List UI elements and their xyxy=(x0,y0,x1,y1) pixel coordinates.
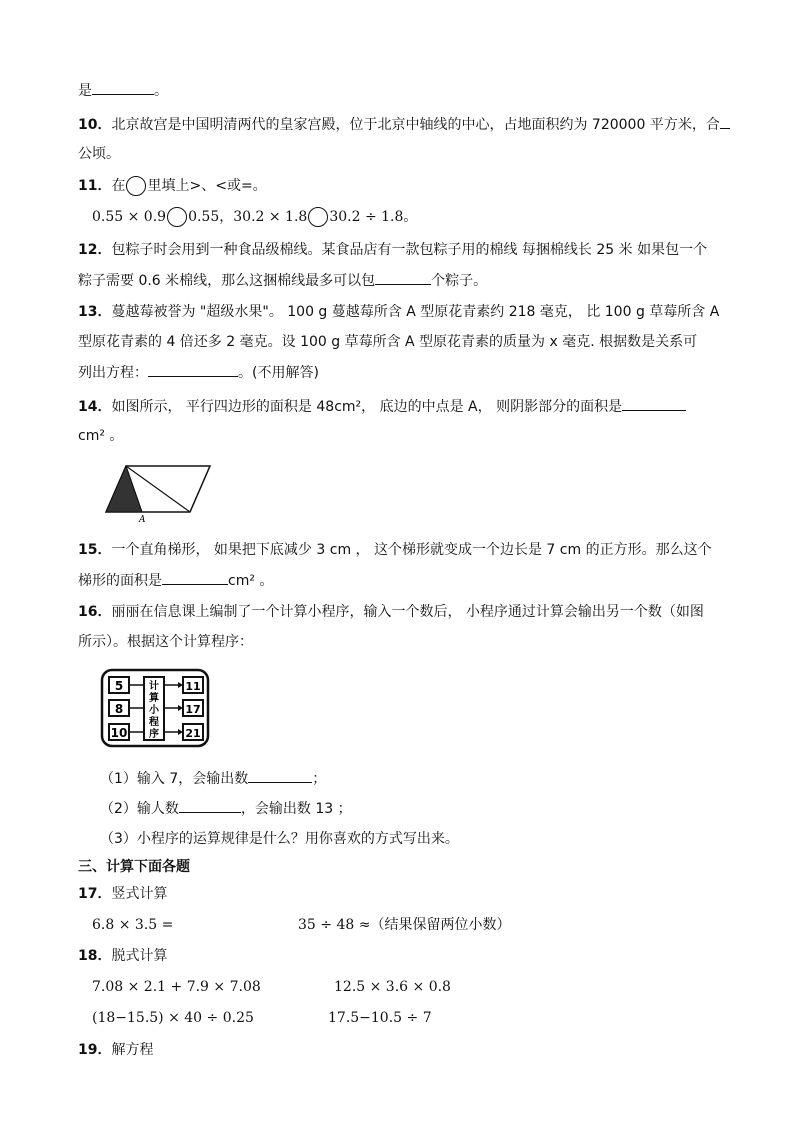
program-char: 算 xyxy=(149,693,159,704)
question-10-line2: 公顷。 xyxy=(78,146,120,162)
parallelogram-figure xyxy=(98,462,214,524)
question-16-sub3: （3）小程序的运算规律是什么？用你喜欢的方式写出来。 xyxy=(100,831,459,847)
question-13-line2: 型原花青素的 4 倍还多 2 毫克。设 100 g 草莓所含 A 型原花青素的质量为 x 毫克. 根据数是关系可 xyxy=(78,334,698,350)
program-char: 程 xyxy=(149,717,159,728)
section-heading: 三、计算下面各题 xyxy=(78,859,190,875)
question-10: 10．北京故宫是中国明清两代的皇家宫殿，位于北京中轴线的中心，占地面积约为 720000 平方米，合 xyxy=(78,114,730,135)
question-18: 18．脱式计算 xyxy=(78,948,168,964)
answer-blank[interactable] xyxy=(720,114,730,129)
program-char: 小 xyxy=(149,705,159,716)
answer-blank[interactable] xyxy=(622,396,686,411)
question-19: 19．解方程 xyxy=(78,1042,154,1058)
answer-blank[interactable] xyxy=(248,768,312,783)
answer-blank[interactable] xyxy=(92,80,154,95)
q17-expr2: 35 ÷ 48 ≈（结果保留两位小数） xyxy=(298,917,511,933)
question-12: 12．包粽子时会用到一种食品级棉线。某食品店有一款包粽子用的棉线 每捆棉线长 25 米 如果包一个 xyxy=(78,242,708,258)
q18-expr2: 12.5 × 3.6 × 0.8 xyxy=(334,979,451,995)
question-15: 15．一个直角梯形， 如果把下底减少 3 cm ， 这个梯形就变成一个边长是 7 cm 的正方形。那么这个 xyxy=(78,542,712,558)
question-14: 14．如图所示， 平行四边形的面积是 48cm²， 底边的中点是 A， 则阴影部分的面积是 xyxy=(78,396,686,417)
calculator-program-diagram xyxy=(100,668,212,750)
q17-expr1: 6.8 × 3.5 = xyxy=(92,917,174,933)
prev-question-tail: 是 。 xyxy=(78,80,168,101)
question-12-line2: 粽子需要 0.6 米棉线，那么这捆棉线最多可以包 个粽子。 xyxy=(78,270,487,291)
input-value: 10 xyxy=(110,726,128,740)
input-value: 5 xyxy=(114,679,124,693)
program-char: 计 xyxy=(149,681,159,692)
question-16: 16．丽丽在信息课上编制了一个计算小程序，输入一个数后， 小程序通过计算会输出另一个数（如图 xyxy=(78,604,704,620)
answer-blank[interactable] xyxy=(148,362,238,377)
compare-circle[interactable] xyxy=(126,176,146,196)
question-17: 17．竖式计算 xyxy=(78,886,168,902)
input-value: 8 xyxy=(114,702,124,716)
output-value: 21 xyxy=(185,727,201,740)
q18-expr3: (18−15.5) × 40 ÷ 0.25 xyxy=(92,1010,254,1026)
question-11: 11．在 里填上>、<或=。 xyxy=(78,178,267,194)
question-16-sub1: （1）输入 7，会输出数 ； xyxy=(100,768,326,789)
answer-blank[interactable] xyxy=(179,798,241,813)
question-15-line2: 梯形的面积是 cm² 。 xyxy=(78,570,273,591)
question-16-sub2: （2）输人数 ，会输出数 13 ； xyxy=(100,798,352,819)
compare-circle[interactable] xyxy=(167,207,187,227)
q18-expr1: 7.08 × 2.1 + 7.9 × 7.08 xyxy=(92,979,261,995)
compare-circle[interactable] xyxy=(308,207,328,227)
question-13-line3: 列出方程： 。(不用解答) xyxy=(78,362,319,383)
answer-blank[interactable] xyxy=(162,570,228,585)
q18-expr4: 17.5−10.5 ÷ 7 xyxy=(328,1010,432,1026)
question-14-line2: cm² 。 xyxy=(78,428,124,444)
program-char: 序 xyxy=(149,729,159,740)
question-11-exprs: 0.55 × 0.9 0.55，30.2 × 1.8 30.2 ÷ 1.8。 xyxy=(92,209,418,225)
question-13: 13．蔓越莓被誉为 "超级水果"。 100 g 蔓越莓所含 A 型原花青素约 218 毫克， 比 100 g 草莓所含 A xyxy=(78,304,720,320)
answer-blank[interactable] xyxy=(375,270,431,285)
point-a-label: A xyxy=(139,515,146,524)
output-value: 11 xyxy=(185,680,201,693)
output-value: 17 xyxy=(185,703,201,716)
question-16-line2: 所示）。根据这个计算程序： xyxy=(78,634,253,650)
